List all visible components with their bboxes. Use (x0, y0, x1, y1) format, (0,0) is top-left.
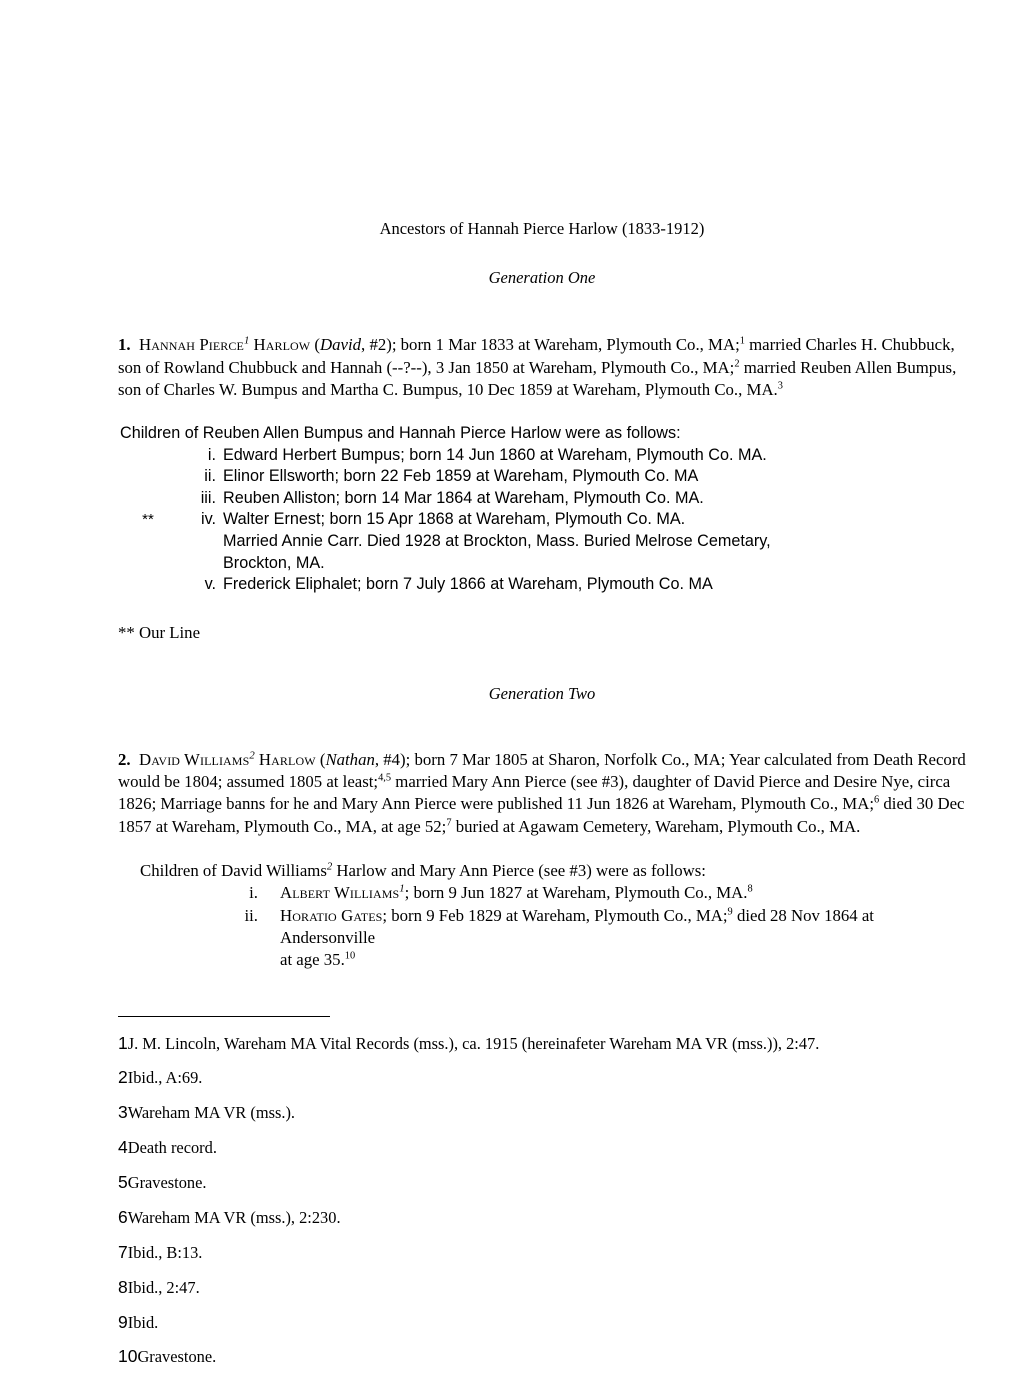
footnote-ref-3[interactable]: 3 (777, 380, 783, 392)
document-title: Ancestors of Hannah Pierce Harlow (1833-1912) (379, 219, 705, 238)
person-2-generation-superscript: 2 (249, 748, 255, 761)
footnote-area (118, 972, 966, 1369)
footnote-entry (118, 1033, 966, 1055)
list-item-text: Reuben Alliston; born 14 Mar 1864 at Wareham, Plymouth Co. MA. (223, 488, 704, 507)
list-item-text: Elinor Ellsworth; born 22 Feb 1859 at Wareham, Plymouth Co. MA (223, 467, 699, 486)
list-item-text: ; born 9 Jun 1827 at Wareham, Plymouth Co., MA. (404, 883, 748, 903)
our-line-marker (118, 574, 178, 575)
list-item-text-group (216, 509, 966, 574)
footnote-entry (118, 1346, 966, 1368)
person-2-text-1: ; born 7 Mar 1805 at Sharon, Norfolk Co., MA; Year calculated from Death Record would be 1804; assumed 1805 at least; (118, 749, 966, 791)
children-intro-2-superscript: 2 (326, 860, 333, 873)
list-item (118, 466, 966, 488)
footnote-text: Ibid. (127, 1312, 159, 1332)
footnote-number: 9 (118, 1311, 128, 1332)
person-entry-2: 2. David Williams$^2$ Harlow (Nathan, #4); born 7 Mar 1805 at Sharon, Norfolk Co., MA; Year calculated from Death Record would be 1804; assumed 1805 at least;$^{4,5}$ married Mary Ann Pierce (see #3), daughter of David Pierce and Desire Nye, circa 1826; Marriage banns for he and Mary Ann Pierce were published 11 Jun 1826 at Wareham, Plymouth Co., MA;$^6$ died 30 Dec 1857 at Wareham, Plymouth Co., MA, at age 52;$^7$ buried at Agawam Cemetery, Wareham, Plymouth Co., MA. (118, 748, 966, 836)
list-item-numeral: ii. (244, 905, 258, 925)
list-item (118, 574, 966, 596)
footnote-ref-4-5[interactable]: 4,5 (378, 772, 392, 784)
list-item-numeral: iv. (201, 510, 216, 529)
person-1-text-1: ; born 1 Mar 1833 at Wareham, Plymouth Co., MA; (391, 335, 740, 355)
list-item-numeral: ii. (204, 467, 216, 486)
list-item (140, 882, 966, 904)
list-item-numeral: iii. (200, 488, 216, 507)
person-1-parent-name: David (320, 335, 362, 355)
children-intro-1: Children of Reuben Allen Bumpus and Hannah Pierce Harlow were as follows: (120, 424, 681, 443)
generation-one-children-block (118, 423, 966, 595)
children-intro-2 (140, 860, 966, 882)
list-item-text: Walter Ernest; born 15 Apr 1868 at Wareham, Plymouth Co. MA. (223, 510, 686, 529)
footnote-number: 8 (118, 1276, 128, 1297)
list-item (118, 488, 966, 510)
footnote-text: Ibid., B:13. (127, 1242, 203, 1262)
list-item-text-group (258, 882, 966, 904)
footnote-ref-1[interactable]: 1 (739, 335, 745, 347)
person-2-text-3: died 30 Dec 1857 at Wareham, Plymouth Co., MA, at age 52; (118, 794, 965, 836)
children-intro-2-pre: Children of David Williams (140, 860, 327, 880)
footnote-ref-8[interactable]: 8 (747, 883, 753, 895)
footnote-entry (118, 1172, 966, 1194)
person-2-given-names: David Williams (138, 749, 250, 769)
document-content (118, 0, 966, 1381)
children-intro-2-post: Harlow and Mary Ann Pierce (see #3) were as follows: (332, 860, 706, 880)
list-item-numeral: v. (204, 575, 216, 594)
list-item-numeral: i. (207, 445, 216, 464)
list-item-text: Frederick Eliphalet; born 7 July 1866 at Wareham, Plymouth Co. MA (223, 575, 713, 594)
person-1-parent-ref: , #2 (361, 335, 387, 355)
list-item-text: Edward Herbert Bumpus; born 14 Jun 1860 at Wareham, Plymouth Co. MA. (223, 445, 767, 464)
person-1-number-sep: . (126, 335, 131, 355)
person-2-number-sep: . (126, 749, 131, 769)
person-2-surname: Harlow (258, 749, 316, 769)
list-item-continuation-line (280, 949, 966, 971)
list-item (140, 905, 966, 972)
footnote-ref-6[interactable]: 6 (874, 794, 880, 806)
footnote-text: Gravestone. (127, 1173, 207, 1193)
footnote-number: 2 (118, 1067, 128, 1088)
list-item-continuation-line: Brockton, MA. (223, 553, 325, 572)
footnote-separator (118, 1016, 330, 1017)
footnote-ref-10[interactable]: 10 (344, 950, 356, 962)
person-entry-1: 1. Hannah Pierce$^1$ Harlow (David, #2); born 1 Mar 1833 at Wareham, Plymouth Co., MA;$^1$ married Charles H. Chubbuck, son of Rowland Chubbuck and Hannah (--?--), 3 Jan 1850 at Wareham, Plymouth Co., MA;$^2$ married Reuben Allen Bumpus, son of Charles W. Bumpus and Martha C. Bumpus, 10 Dec 1859 at Wareham, Plymouth Co., MA.$^3$ (118, 334, 957, 399)
footnote-text: Gravestone. (137, 1347, 217, 1367)
list-item-continuation-text: at age 35. (280, 950, 345, 970)
footnote-ref-9[interactable]: 9 (727, 905, 733, 917)
generation-two-children-block (118, 860, 966, 972)
person-1-surname: Harlow (253, 335, 311, 355)
footnote-number: 4 (118, 1137, 128, 1158)
footnote-text: Death record. (127, 1138, 217, 1158)
person-2-number: 2 (118, 749, 127, 769)
footnote-number: 3 (118, 1102, 128, 1123)
our-line-marker: ** (142, 511, 154, 529)
footnote-number: 7 (118, 1241, 128, 1262)
footnote-text: Ibid., A:69. (127, 1068, 203, 1088)
person-1-generation-superscript: 1 (243, 334, 250, 347)
person-2-text-2: married Mary Ann Pierce (see #3), daughter of David Pierce and Desire Nye, circa 1826; Marriage banns for he and Mary Ann Pierce were published 11 Jun 1826 at Wareham, Plymouth Co., MA; (118, 771, 951, 814)
list-item (118, 445, 966, 467)
our-line-marker (118, 466, 178, 467)
footnote-number: 6 (118, 1206, 128, 1227)
footnote-entry (118, 1102, 966, 1124)
generation-two-heading: Generation Two (488, 683, 596, 703)
person-2-text-4: buried at Agawam Cemetery, Wareham, Plymouth Co., MA. (451, 816, 861, 836)
person-1-number: 1 (118, 335, 127, 355)
children-list-1 (118, 445, 966, 596)
footnote-ref-7[interactable]: 7 (446, 816, 452, 828)
person-2-parent-ref: , #4 (374, 749, 401, 769)
generation-one-heading: Generation One (488, 267, 596, 287)
footnote-number: 5 (118, 1172, 128, 1193)
list-item-name: Horatio Gates (280, 905, 383, 925)
footnote-ref-2[interactable]: 2 (734, 357, 740, 369)
footnote-text: Wareham MA VR (mss.). (127, 1103, 296, 1123)
person-1-given-names: Hannah Pierce (138, 335, 244, 355)
person-1-text-2: married Charles H. Chubbuck, son of Rowland Chubbuck and Hannah (--?--), 3 Jan 1850 at Wareham, Plymouth Co., MA; (118, 335, 955, 377)
footnote-number: 10 (118, 1346, 138, 1367)
footnote-text: Ibid., 2:47. (127, 1277, 200, 1297)
list-item-generation-superscript: 1 (399, 882, 405, 895)
list-item-text: ; born 9 Feb 1829 at Wareham, Plymouth Co., MA; (382, 905, 728, 925)
person-1-text-3: married Reuben Allen Bumpus, son of Charles W. Bumpus and Martha C. Bumpus, 10 Dec 1859 at Wareham, Plymouth Co., MA. (118, 357, 957, 399)
person-2-parent-name: Nathan (325, 749, 375, 769)
our-line-note: ** Our Line (118, 622, 201, 642)
list-item-name: Albert Williams (280, 883, 400, 903)
our-line-marker (118, 488, 178, 489)
list-item (118, 509, 966, 574)
our-line-marker (118, 445, 178, 446)
list-item-text-2: died 28 Nov 1864 at Andersonville (280, 905, 874, 947)
footnote-entry (118, 1137, 966, 1159)
footnote-entry (118, 1207, 966, 1229)
list-item-numeral: i. (249, 883, 258, 903)
footnote-entry (118, 1277, 966, 1299)
footnote-text: Wareham MA VR (mss.), 2:230. (127, 1207, 341, 1227)
footnote-number: 1 (118, 1032, 128, 1053)
list-item-text-group (258, 905, 966, 972)
footnote-entry (118, 1242, 966, 1264)
children-list-2 (140, 882, 966, 971)
footnote-entry (118, 1067, 966, 1089)
footnote-text: J. M. Lincoln, Wareham MA Vital Records (mss.), ca. 1915 (hereinafeter Wareham MA VR (mss.)), 2:47. (127, 1033, 820, 1053)
footnote-entry (118, 1312, 966, 1334)
list-item-continuation-line: Married Annie Carr. Died 1928 at Brockton, Mass. Buried Melrose Cemetary, (223, 531, 771, 550)
